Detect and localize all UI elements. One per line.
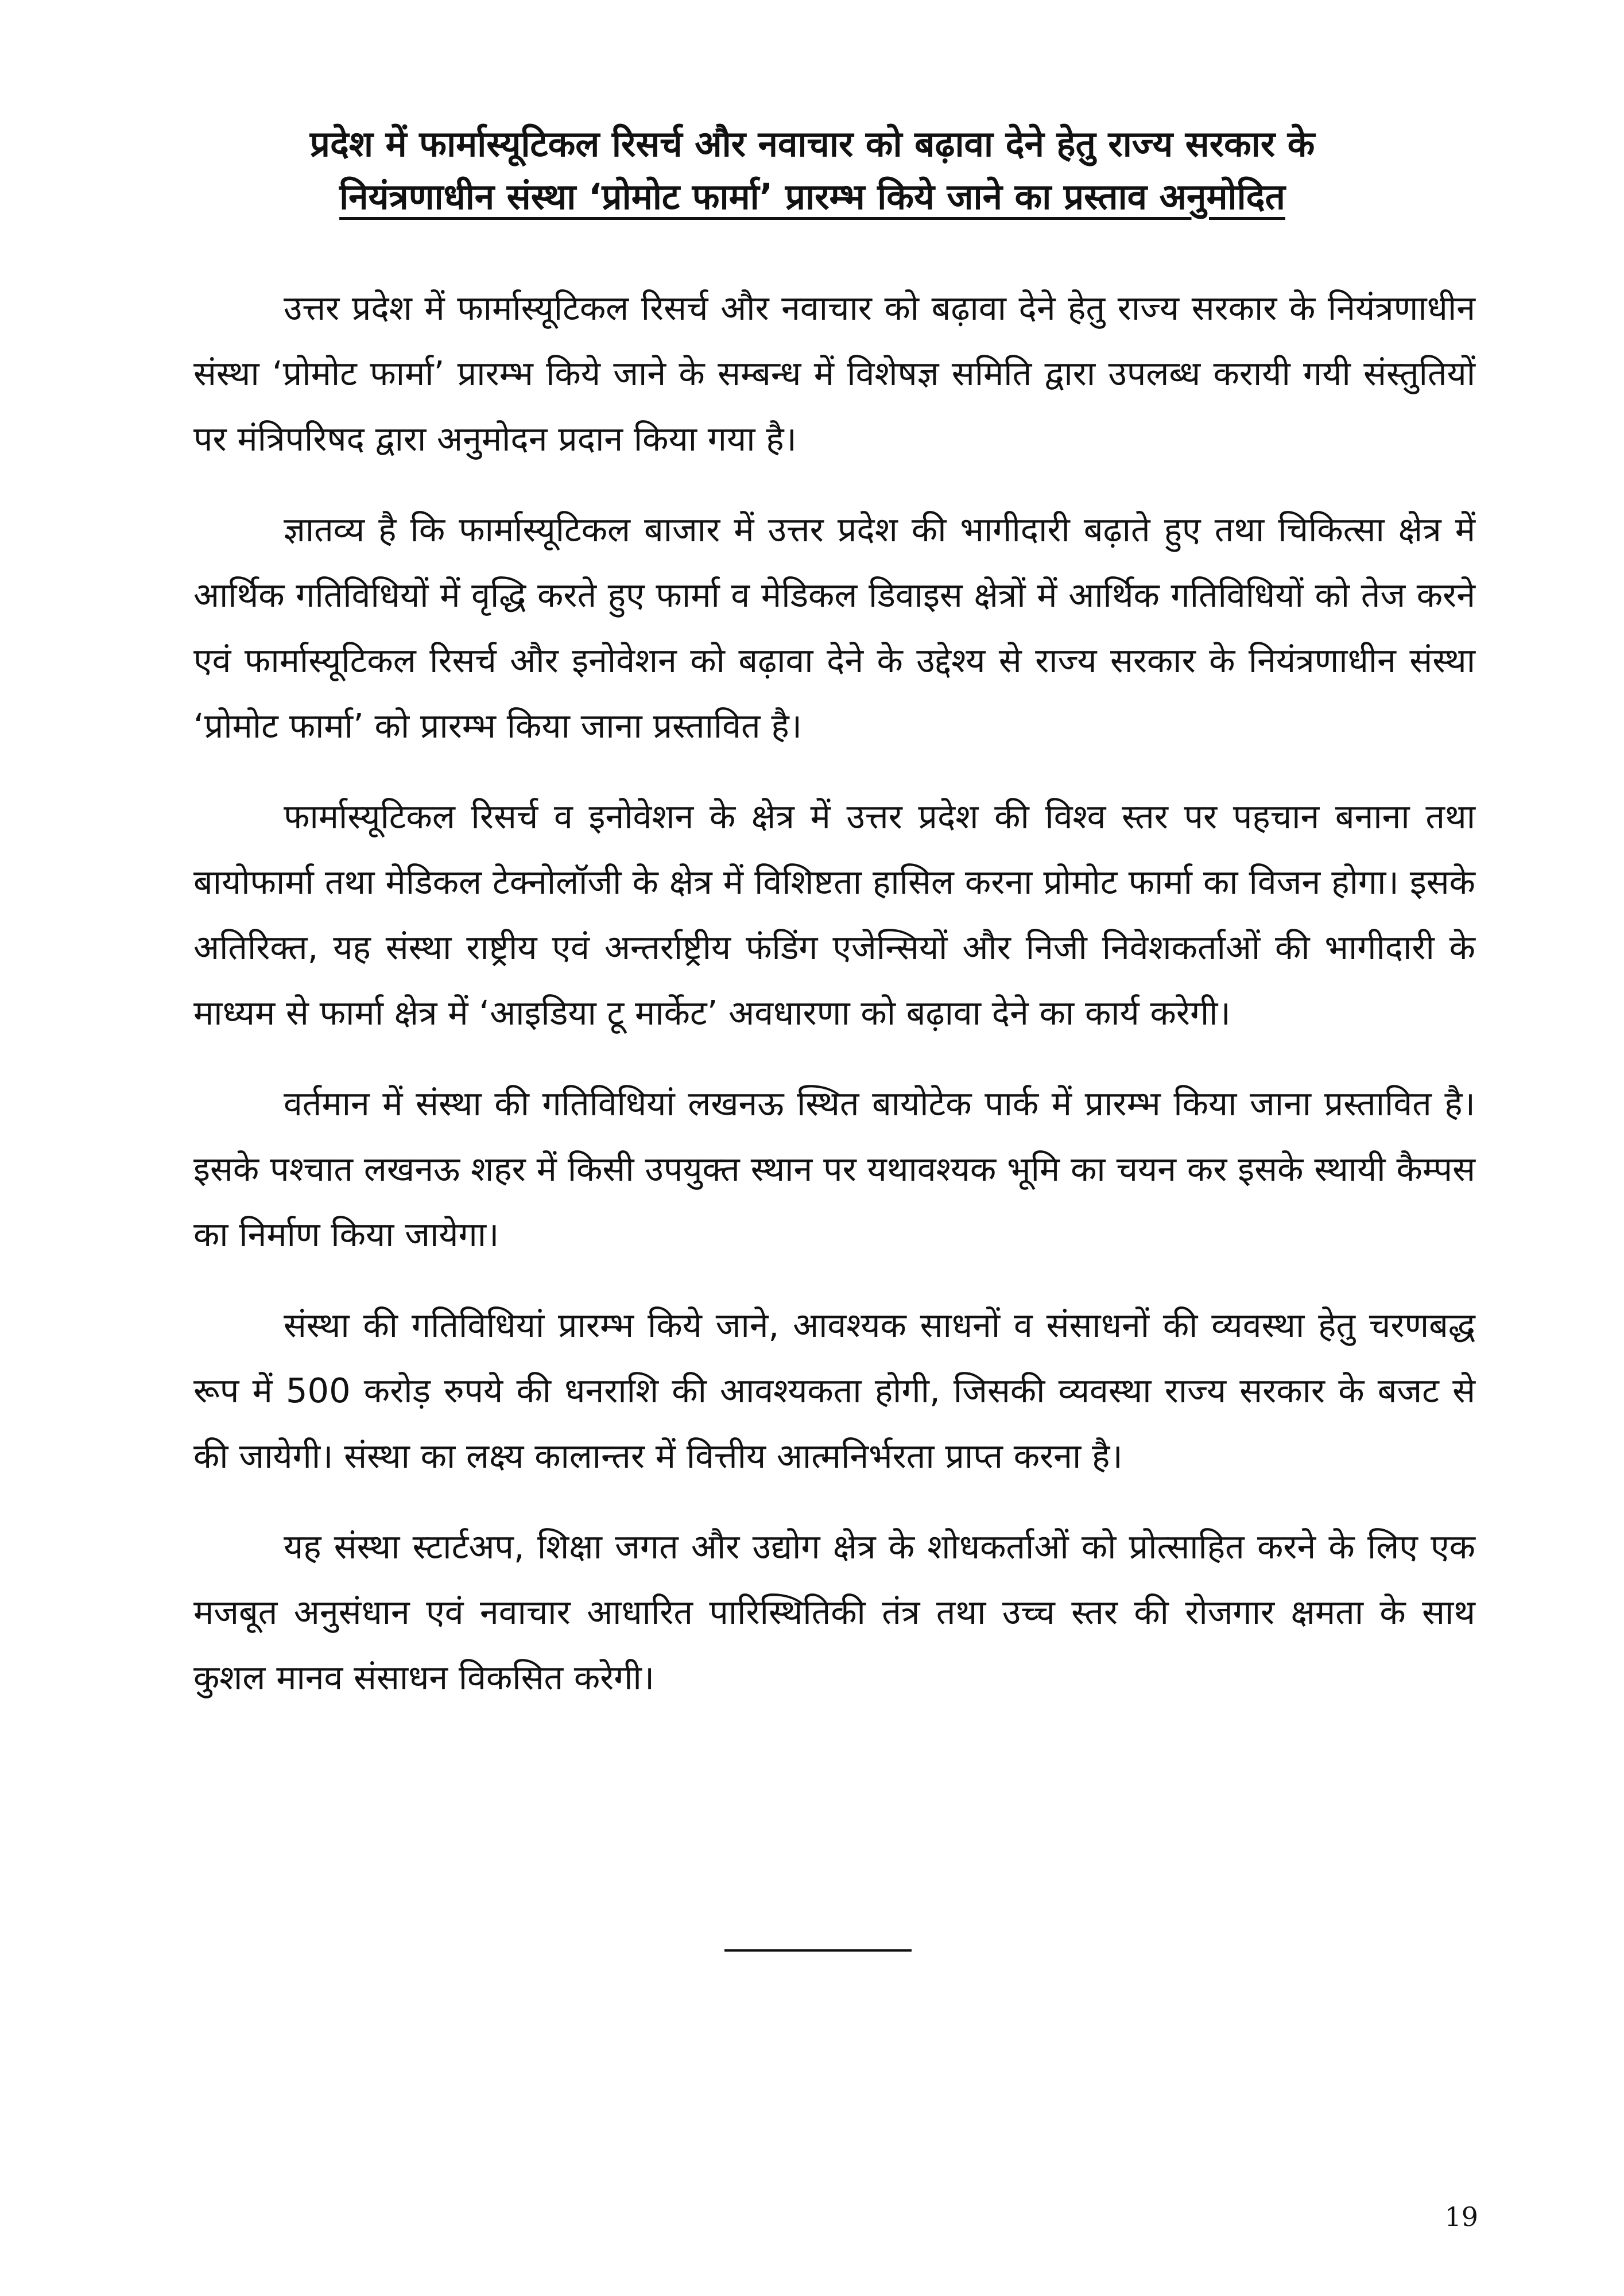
end-divider — [724, 1949, 912, 1952]
paragraph-1: उत्तर प्रदेश में फार्मास्यूटिकल रिसर्च और नवाचार को बढ़ावा देने हेतु राज्य सरकार के नियंत्रणाधीन संस्था ‘प्रोमोट फार्मा’ प्रारम्भ किये जाने के सम्बन्ध में विशेषज्ञ समिति द्वारा उपलब्ध करायी गयी संस्तुतियों पर मंत्रिपरिषद द्वारा अनुमोदन प्रदान किया गया है। — [193, 288, 1475, 459]
document-body — [193, 276, 1475, 1736]
paragraph-4: वर्तमान में संस्था की गतिविधियां लखनऊ स्थित बायोटेक पार्क में प्रारम्भ किया जाना प्रस्तावित है। इसके पश्चात लखनऊ शहर में किसी उपयुक्त स्थान पर यथावश्यक भूमि का चयन कर इसके स्थायी कैम्पस का निर्माण किया जायेगा। — [193, 1084, 1475, 1254]
paragraph-6: यह संस्था स्टार्टअप, शिक्षा जगत और उद्योग क्षेत्र के शोधकर्ताओं को प्रोत्साहित करने के लिए एक मजबूत अनुसंधान एवं नवाचार आधारित पारिस्थितिकी तंत्र तथा उच्च स्तर की रोजगार क्षमता के साथ कुशल मानव संसाधन विकसित करेगी। — [193, 1527, 1475, 1697]
page-title — [172, 118, 1452, 223]
page-number: 19 — [1444, 2201, 1478, 2232]
title-line-2 — [172, 170, 1452, 223]
paragraph-5: संस्था की गतिविधियां प्रारम्भ किये जाने, आवश्यक साधनों व संसाधनों की व्यवस्था हेतु चरणबद्ध रूप में 500 करोड़ रुपये की धनराशि की आवश्यकता होगी, जिसकी व्यवस्था राज्य सरकार के बजट से की जायेगी। संस्था का लक्ष्य कालान्तर में वित्तीय आत्मनिर्भरता प्राप्त करना है। — [193, 1305, 1475, 1476]
title-line-1: प्रदेश में फार्मास्यूटिकल रिसर्च और नवाचार को बढ़ावा देने हेतु राज्य सरकार के — [309, 123, 1315, 165]
title-line-2-text: नियंत्रणाधीन संस्था ‘प्रोमोट फार्मा’ प्रारम्भ किये जाने का प्रस्ताव अनुमोदित — [339, 176, 1285, 218]
paragraph-2: ज्ञातव्य है कि फार्मास्यूटिकल बाजार में उत्तर प्रदेश की भागीदारी बढ़ाते हुए तथा चिकित्सा क्षेत्र में आर्थिक गतिविधियों में वृद्धि करते हुए फार्मा व मेडिकल डिवाइस क्षेत्रों में आर्थिक गतिविधियों को तेज करने एवं फार्मास्यूटिकल रिसर्च और इनोवेशन को बढ़ावा देने के उद्देश्य से राज्य सरकार के नियंत्रणाधीन संस्था ‘प्रोमोट फार्मा’ को प्रारम्भ किया जाना प्रस्तावित है। — [193, 510, 1475, 746]
paragraph-3: फार्मास्यूटिकल रिसर्च व इनोवेशन के क्षेत्र में उत्तर प्रदेश की विश्व स्तर पर पहचान बनाना तथा बायोफार्मा तथा मेडिकल टेक्नोलॉजी के क्षेत्र में विशिष्टता हासिल करना प्रोमोट फार्मा का विजन होगा। इसके अतिरिक्त, यह संस्था राष्ट्रीय एवं अन्तर्राष्ट्रीय फंडिंग एजेन्सियों और निजी निवेशकर्ताओं की भागीदारी के माध्यम से फार्मा क्षेत्र में ‘आइडिया टू मार्केट’ अवधारणा को बढ़ावा देने का कार्य करेगी। — [193, 797, 1475, 1033]
